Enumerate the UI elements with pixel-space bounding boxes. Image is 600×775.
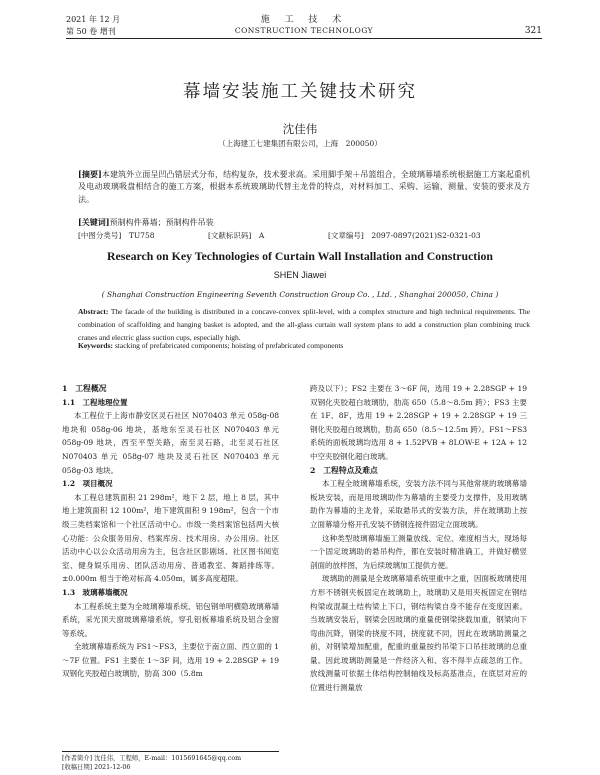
paragraph: 跨及以下）；FS2 主要在 3～6F 间，选用 19 + 2.28SGP + 19 双钢化夹胶超白玻璃肋，肋高 650（5.8～8.5m 跨）；FS3 主要在 1F、8F，选用 19 + 2.28SGP + 19 + 2.28SGP + 19 三钢化夹胶超白玻璃肋，肋高 650（8.5～12.5m 跨）。FS1～FS3 系统的面板玻璃均选用 8 + 1.52PVB + 8LOW-E + 12A + 12 中空夹胶钢化超白玻璃。 [310,384,527,461]
classification-line [78,230,530,242]
section-1-1-heading: 1.1 工程地理位置 [62,397,128,407]
right-column [310,382,527,695]
keywords-en-label: Keywords: [78,341,113,350]
left-column [62,382,279,681]
keywords-en-text: stacking of prefabricated components; hoisting of prefabricated components [114,341,344,350]
author-name: 沈佳伟 [282,122,318,136]
english-author: SHEN Jiawei [273,270,327,280]
abstract-en-label: Abstract: [78,307,109,316]
affiliation: （上海建工七建集团有限公司，上海 200050） [218,139,382,148]
abstract-text: 本建筑外立面呈凹凸错层式分布，结构复杂，技术要求高。采用脚手架＋吊篮组合，全玻璃幕墙系统根据施工方案起重机及电动玻璃吸盘相结合的施工方案，根据本系统玻璃助代替主龙骨的特点，对材料加工、采购、运输、测量、安装的要求及方法。 [78,170,530,204]
keywords-en [78,339,530,352]
section-1-heading: 1 工程概况 [62,384,107,393]
author-bio: [作者简介] 沈佳伟，工程师，E-mail：1015691645@qq.com [62,755,242,762]
journal-name-en: CONSTRUCTION TECHNOLOGY [234,26,374,35]
abstract-label: [摘要] [78,169,102,179]
paragraph: 这种类型玻璃幕墙施工测量放线、定位、难度相当大，现场每一个固定玻璃助的悬吊构件，都在安装时精准确工，并做好横竖剖面的放样图，为后续玻璃加工提供方便。 [310,533,527,570]
clc-number: [中图分类号] TU758 [78,231,155,240]
section-2-heading: 2 工程特点及难点 [310,465,378,475]
paragraph: 本工程位于上海市静安区灵石社区 N070403 单元 058g-08 地块和 058g-06 地块，基地东至灵石社区 N070403 单元 058g-09 地块，西至平型关路，南至灵石路，北至灵石社区 N070403 单元 058g-07 地块及灵石社区 N070403 单元 058g-03 地块。 [62,411,279,475]
volume-info: 第 50 卷 增刊 [66,27,116,36]
issue-date: 2021 年 12 月 [66,15,121,24]
footnote [62,751,279,772]
document-code: [文献标识码] A [208,231,265,240]
section-1-3-heading: 1.3 玻璃幕墙概况 [62,587,128,597]
received-date: [收稿日期] 2021-12-06 [62,764,131,771]
paragraph: 玻璃助的测量是全玻璃幕墙系统里重中之重，因面板玻璃使用方形不锈钢夹板固定在玻璃助上，玻璃助又是用夹板固定在钢结构梁或混凝土结构梁上下口，钢结构梁自身不能存在变度因素。当玻璃安装后，钢梁会因玻璃的重量使钢梁挠载加重，钢梁向下弯曲沉降，钢梁的挠度不同，挠度就不同，因此在玻璃助测量之前，对钢梁增加配重，配重的重量按约吊梁下口吊挂玻璃的总重量。因此玻璃助测量是一件经济入和、容不得半点疏忽的工作。放线测量可依据土体结构控制轴线及标高基准点，在底层对应的位置进行测量放 [310,574,527,693]
article-number: [文章编号] 2097-0897(2021)S2-0321-03 [328,231,481,240]
page-number: 321 [524,26,542,36]
paper-title: 幕墙安装施工关键技术研究 [183,82,417,102]
keywords-text: 预制构件幕墙；预制构件吊装 [109,218,214,227]
paragraph: 本工程总建筑面积 21 298m²，地下 2 层，地上 8 层，其中地上建筑面积 12 100m²，地下建筑面积 9 198m²，包含一个市级三类档案馆和一个社区活动中心。市级一类档案馆包括两大核心功能：公众服务用房、档案库房、技术用房、办公用房。社区活动中心以公众活动用房为主，包含社区影剧场、社区图书阅览室、健身娱乐用房、团队活动用房、普通教室、舞蹈排练等。±0.000m 相当于绝对标高 4.050m，属多高度超限。 [62,492,279,584]
running-header [66,8,542,39]
english-affiliation: ( Shanghai Construction Engineering Seventh Construction Group Co. , Ltd. , Shanghai 200050, China ) [101,290,499,299]
abstract-cn [78,168,530,206]
section-1-2-heading: 1.2 项目概况 [62,479,113,489]
keywords-cn [78,216,530,229]
paragraph: 全玻璃幕墙系统为 FS1～FS3，主要位于南立面、西立面的 1～7F 位置。FS1 主要在 1～3F 间，选用 19 + 2.28SGP + 19 双钢化夹胶超白玻璃肋，肋高 300（5.8m [62,642,279,679]
paragraph: 本工程系统主要为全玻璃幕墙系统、铝包钢单明横隐玻璃幕墙系统，采光顶天窗玻璃幕墙系统，穿孔铝板幕墙系统及铝合金窗等系统。 [62,601,279,638]
abstract-en-text: The facade of the building is distributed in a concave-convex split-level, with a complex structure and high technical requirements. The combination of scaffolding and hanging basket is adopted, and the all-glass curtain wall system plans to add a construction plan combining truck cranes and electric glass suction cups, especially high. [78,307,530,342]
journal-name-cn: 施 工 技 术 [260,15,348,25]
paragraph: 本工程全玻璃幕墙系统，安装方法不同与其他常规的玻璃幕墙板块安装，而是用玻璃助作为幕墙的主要受力支撑件，及用玻璃助作为幕墙的主龙骨，采取悬吊式的安装方法，并在玻璃助上按立面幕墙分格开孔安装不锈钢连接件固定立面玻璃。 [310,479,527,529]
english-title: Research on Key Technologies of Curtain Wall Installation and Construction [107,249,493,263]
keywords-label: [关键词] [78,217,110,227]
